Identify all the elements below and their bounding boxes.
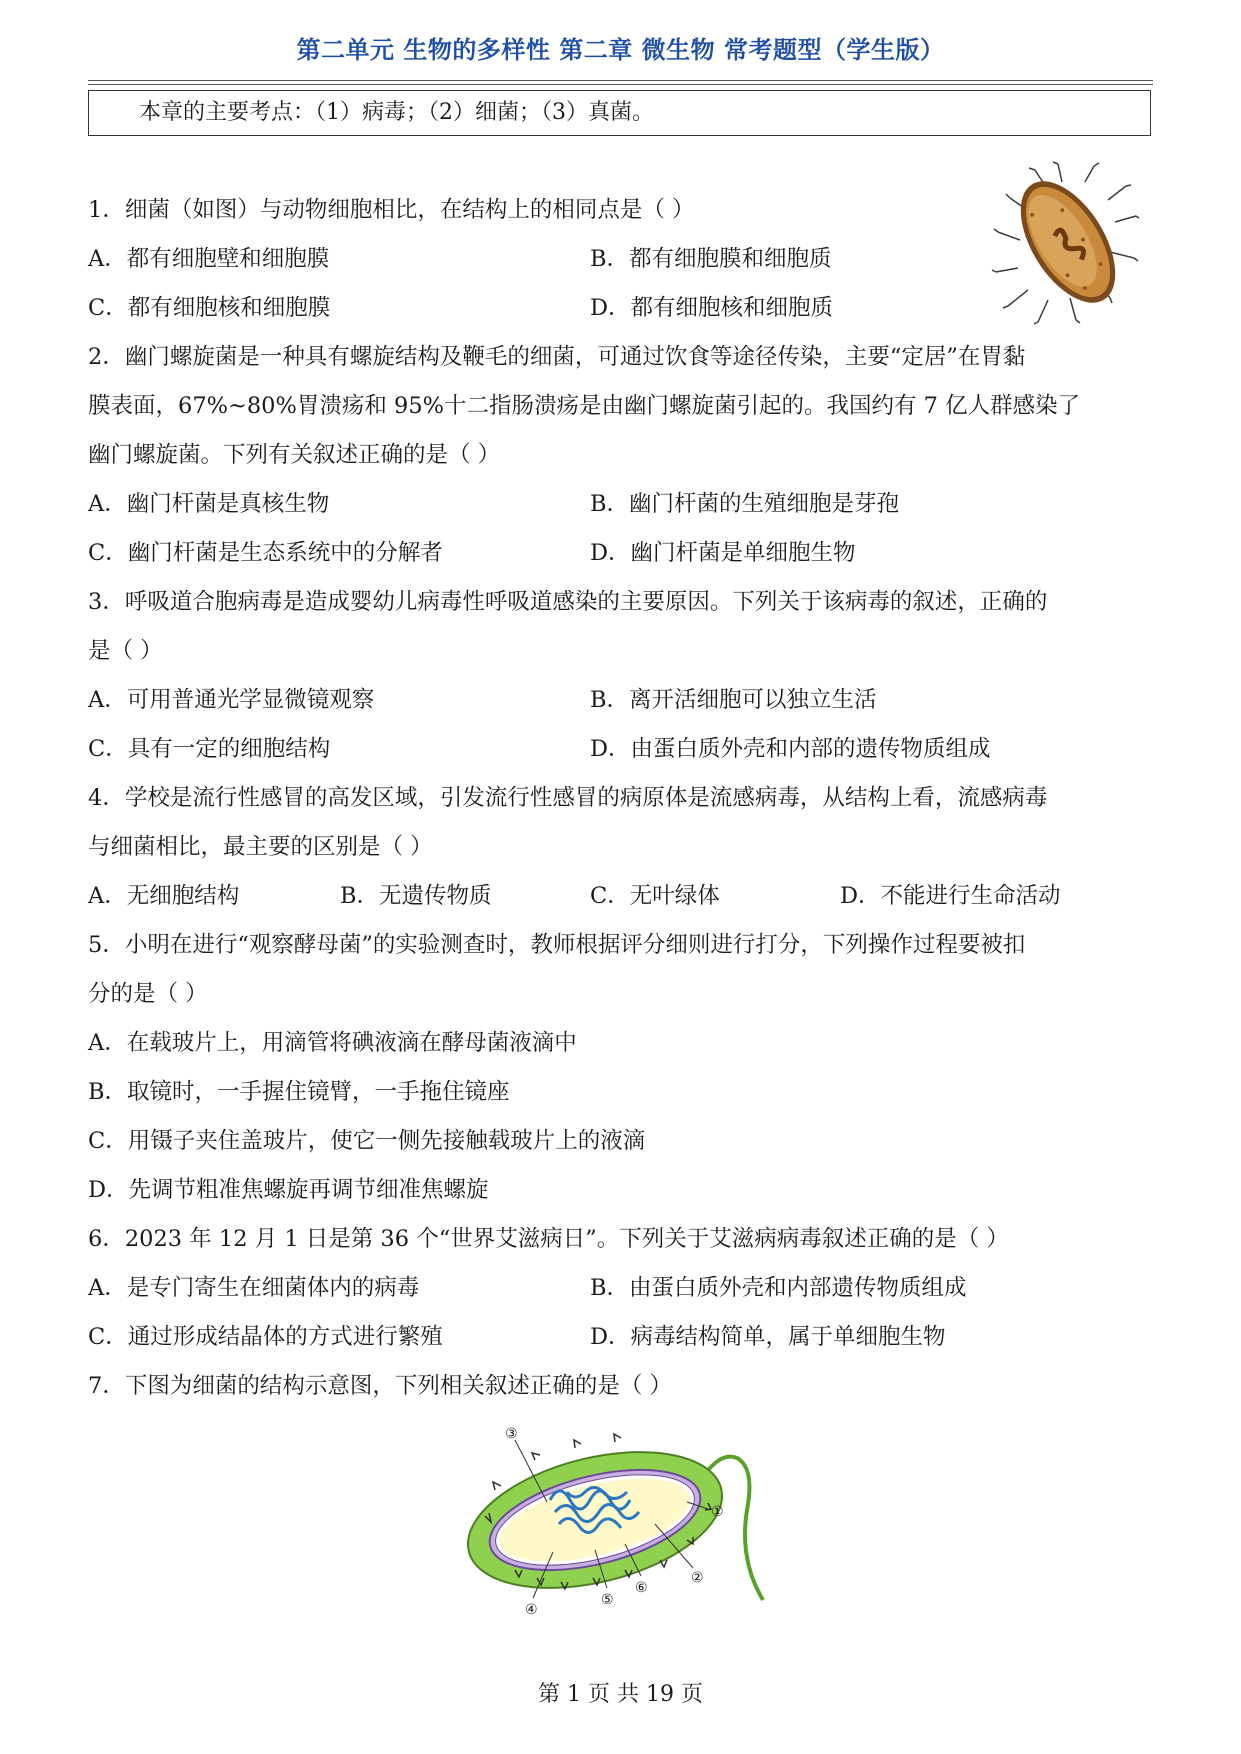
label-3: ③ [505,1426,518,1442]
question-stem: 与细菌相比，最主要的区别是（ ） [88,834,433,860]
label-1: ① [711,1504,724,1520]
option-a: A．在载玻片上，用滴管将碘液滴在酵母菌液滴中 [88,1030,577,1056]
option-b: B．无遗传物质 [340,883,492,909]
question-stem: 3．呼吸道合胞病毒是造成婴幼儿病毒性呼吸道感染的主要原因。下列关于该病毒的叙述，正确的 [88,589,1048,615]
option-c: C．通过形成结晶体的方式进行繁殖 [88,1324,443,1350]
option-d: D．先调节粗准焦螺旋再调节细准焦螺旋 [88,1177,489,1203]
question-stem: 5．小明在进行“观察酵母菌”的实验测查时，教师根据评分细则进行打分，下列操作过程要被扣 [88,932,1026,958]
page-title: 第二单元 生物的多样性 第二章 微生物 常考题型（学生版） [296,36,945,64]
bacterium-structure-diagram [455,1420,790,1620]
header-rule [88,80,1153,81]
question-stem: 7．下图为细菌的结构示意图，下列相关叙述正确的是（ ） [88,1373,672,1399]
label-5: ⑤ [601,1592,614,1608]
header-rule [88,84,1153,85]
option-c: C．幽门杆菌是生态系统中的分解者 [88,540,443,566]
question-stem: 2．幽门螺旋菌是一种具有螺旋结构及鞭毛的细菌，可通过饮食等途径传染，主要“定居”在胃黏 [88,344,1026,370]
option-d: D．都有细胞核和细胞质 [590,295,834,321]
question-stem: 1．细菌（如图）与动物细胞相比，在结构上的相同点是（ ） [88,197,695,223]
label-6: ⑥ [635,1580,648,1596]
option-c: C．都有细胞核和细胞膜 [88,295,331,321]
option-a: A．可用普通光学显微镜观察 [88,687,375,713]
option-b: B．都有细胞膜和细胞质 [590,246,832,272]
option-a: A．是专门寄生在细菌体内的病毒 [88,1275,420,1301]
question-stem: 6．2023 年 12 月 1 日是第 36 个“世界艾滋病日”。下列关于艾滋病病毒叙述正确的是（ ） [88,1226,1009,1252]
option-a: A．幽门杆菌是真核生物 [88,491,330,517]
option-b: B．幽门杆菌的生殖细胞是芽孢 [590,491,900,517]
option-d: D．病毒结构简单，属于单细胞生物 [590,1324,946,1350]
question-stem: 膜表面，67%~80%胃溃疡和 95%十二指肠溃疡是由幽门螺旋菌引起的。我国约有 7 亿人群感染了 [88,393,1081,419]
option-d: D．幽门杆菌是单细胞生物 [590,540,856,566]
keypoints-box: 本章的主要考点：（1）病毒；（2）细菌；（3）真菌。 [88,90,1151,136]
question-stem: 幽门螺旋菌。下列有关叙述正确的是（ ） [88,442,501,468]
option-c: C．用镊子夹住盖玻片，使它一侧先接触载玻片上的液滴 [88,1128,646,1154]
question-stem: 4．学校是流行性感冒的高发区域，引发流行性感冒的病原体是流感病毒，从结构上看，流感病毒 [88,785,1048,811]
option-b: B．离开活细胞可以独立生活 [590,687,877,713]
question-stem: 是（ ） [88,638,163,664]
bacterium-image [990,160,1140,325]
option-b: B．由蛋白质外壳和内部遗传物质组成 [590,1275,967,1301]
option-d: D．由蛋白质外壳和内部的遗传物质组成 [590,736,991,762]
option-c: C．具有一定的细胞结构 [88,736,331,762]
page-number: 第 1 页 共 19 页 [538,1682,703,1707]
option-a: A．无细胞结构 [88,883,240,909]
label-4: ④ [525,1602,538,1618]
option-c: C．无叶绿体 [590,883,720,909]
option-b: B．取镜时，一手握住镜臂，一手拖住镜座 [88,1079,510,1105]
option-a: A．都有细胞壁和细胞膜 [88,246,330,272]
question-stem: 分的是（ ） [88,981,208,1007]
option-d: D．不能进行生命活动 [840,883,1061,909]
label-2: ② [691,1570,704,1586]
